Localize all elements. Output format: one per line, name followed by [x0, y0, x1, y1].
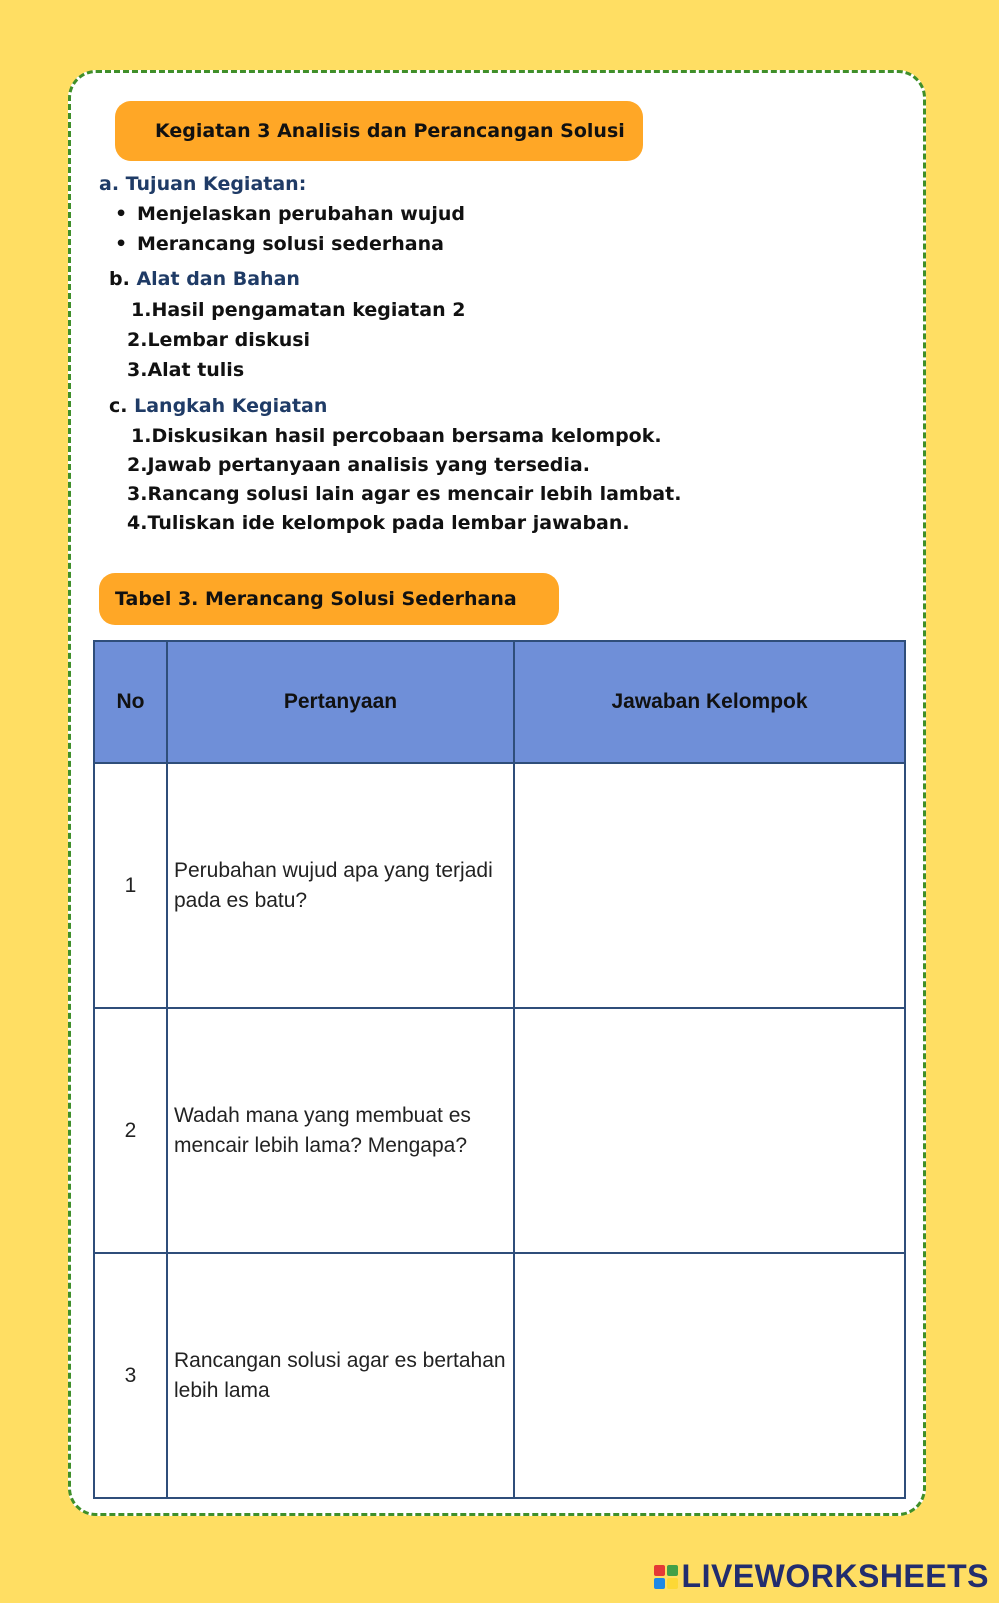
bullet-icon: • [115, 203, 128, 225]
activity-title-banner [115, 101, 643, 161]
objective-item: • Merancang solusi sederhana [115, 233, 444, 255]
step-item: 4.Tuliskan ide kelompok pada lembar jawaban. [127, 512, 630, 534]
activity-title: Kegiatan 3 Analisis dan Perancangan Solusi [155, 120, 625, 142]
row-number: 3 [94, 1253, 167, 1498]
row-question: Wadah mana yang membuat es mencair lebih lama? Mengapa? [167, 1008, 514, 1253]
header-answer: Jawaban Kelompok [514, 641, 905, 763]
header-question: Pertanyaan [167, 641, 514, 763]
material-item: 2.Lembar diskusi [127, 329, 311, 351]
section-c-heading: c. Langkah Kegiatan [109, 395, 328, 417]
solution-table [93, 640, 906, 1499]
logo-square [667, 1565, 678, 1576]
answer-cell[interactable] [514, 1008, 905, 1253]
table-row [94, 1253, 905, 1498]
row-number: 1 [94, 763, 167, 1008]
answer-cell[interactable] [514, 763, 905, 1008]
step-item: 1.Diskusikan hasil percobaan bersama kelompok. [131, 425, 662, 447]
logo-square [654, 1578, 665, 1589]
material-item: 3.Alat tulis [127, 359, 245, 381]
worksheet-card [68, 70, 926, 1516]
logo-square [667, 1578, 678, 1589]
row-question: Rancangan solusi agar es bertahan lebih lama [167, 1253, 514, 1498]
liveworksheets-logo-icon [654, 1565, 678, 1589]
table-title-banner [99, 573, 559, 625]
table-title: Tabel 3. Merancang Solusi Sederhana [115, 588, 517, 610]
section-a-heading: a. Tujuan Kegiatan: [99, 173, 307, 195]
section-b-heading: b. Alat dan Bahan [109, 268, 300, 290]
table-header-row [94, 641, 905, 763]
liveworksheets-brand[interactable] [654, 1558, 989, 1595]
header-no: No [94, 641, 167, 763]
answer-cell[interactable] [514, 1253, 905, 1498]
step-item: 2.Jawab pertanyaan analisis yang tersedia. [127, 454, 590, 476]
row-number: 2 [94, 1008, 167, 1253]
row-question: Perubahan wujud apa yang terjadi pada es batu? [167, 763, 514, 1008]
bullet-icon: • [115, 233, 128, 255]
table-row [94, 763, 905, 1008]
table-row [94, 1008, 905, 1253]
brand-name: LIVEWORKSHEETS [681, 1558, 989, 1594]
step-item: 3.Rancang solusi lain agar es mencair lebih lambat. [127, 483, 682, 505]
material-item: 1.Hasil pengamatan kegiatan 2 [131, 299, 466, 321]
objective-item: • Menjelaskan perubahan wujud [115, 203, 465, 225]
logo-square [654, 1565, 665, 1576]
